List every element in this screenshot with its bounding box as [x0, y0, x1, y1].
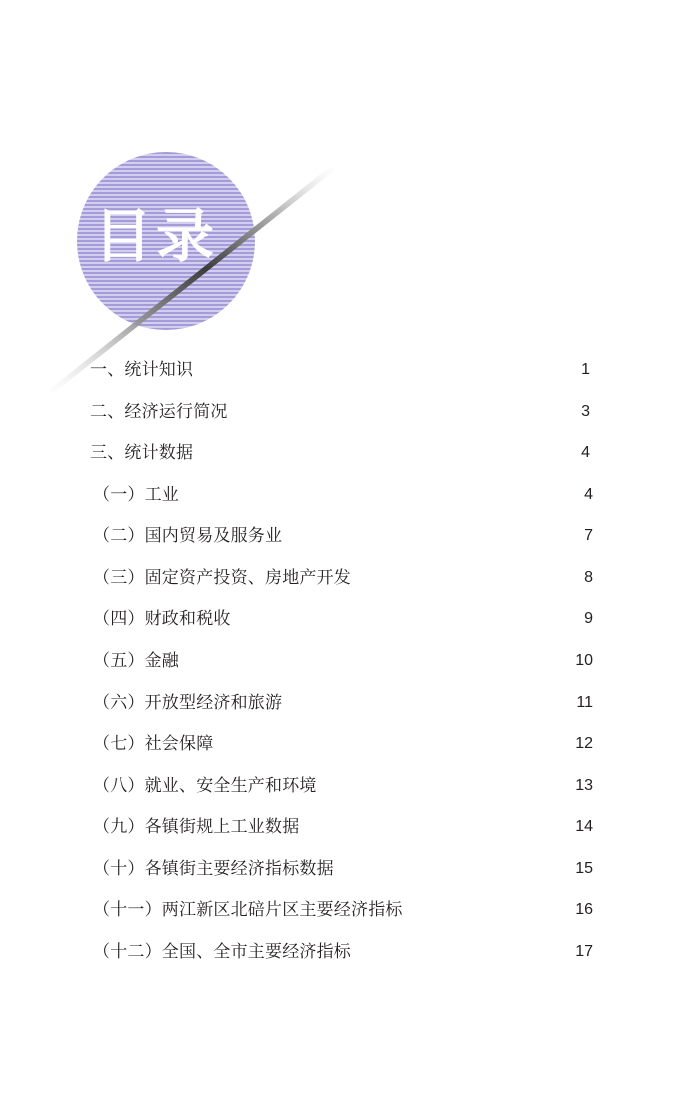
toc-leader-dots: [302, 814, 572, 840]
toc-entry[interactable]: [90, 440, 590, 466]
toc-entry-page: 10: [575, 652, 593, 669]
toc-entry[interactable]: [93, 565, 593, 591]
toc-entry-page: 15: [575, 860, 593, 877]
toc-entry-page: 1: [581, 361, 590, 378]
toc-leader-dots: [354, 565, 581, 591]
toc-leader-dots: [285, 523, 581, 549]
toc-entry[interactable]: [93, 648, 593, 674]
toc-entry[interactable]: [93, 773, 593, 799]
toc-entry-label: （二）国内贸易及服务业: [93, 526, 283, 546]
toc-entry-page: 4: [584, 486, 593, 503]
toc-leader-dots: [406, 897, 573, 923]
toc-leader-dots: [320, 773, 573, 799]
toc-entry[interactable]: [93, 523, 593, 549]
toc-entry-label: （四）财政和税收: [93, 609, 231, 629]
toc-entry-page: 16: [575, 901, 593, 918]
toc-entry[interactable]: [93, 482, 593, 508]
toc-entry[interactable]: [93, 606, 593, 632]
toc-entry-page: 11: [576, 694, 593, 711]
toc-entry[interactable]: [90, 399, 590, 425]
toc-leader-dots: [182, 648, 572, 674]
toc-leader-dots: [231, 399, 578, 425]
toc-entry[interactable]: [93, 731, 593, 757]
toc-leader-dots: [196, 357, 578, 383]
toc-entry-label: （十）各镇街主要经济指标数据: [93, 859, 334, 879]
toc-entry[interactable]: [90, 357, 590, 383]
toc-entry-label: （五）金融: [93, 651, 179, 671]
toc-entry-label: 一、统计知识: [90, 360, 194, 380]
toc-entry-page: 3: [581, 403, 590, 420]
toc-leader-dots: [337, 856, 572, 882]
toc-entry-label: （九）各镇街规上工业数据: [93, 817, 300, 837]
toc-entry-page: 17: [575, 943, 593, 960]
toc-entry-label: （十二）全国、全市主要经济指标: [93, 942, 351, 962]
toc-entry[interactable]: [93, 690, 593, 716]
toc-leader-dots: [216, 731, 572, 757]
toc-entry-label: （十一）两江新区北碚片区主要经济指标: [93, 900, 403, 920]
toc-entry-label: （七）社会保障: [93, 734, 214, 754]
toc-entry[interactable]: [93, 939, 593, 965]
toc-leader-dots: [354, 939, 572, 965]
toc-entry-label: （三）固定资产投资、房地产开发: [93, 568, 351, 588]
toc-entry-label: 二、经济运行简况: [90, 402, 228, 422]
toc-entry-label: （八）就业、安全生产和环境: [93, 776, 317, 796]
toc-entry-label: （六）开放型经济和旅游: [93, 693, 283, 713]
toc-entry-label: 三、统计数据: [90, 443, 194, 463]
toc-entry-page: 8: [584, 569, 593, 586]
toc-entry-page: 9: [584, 610, 593, 627]
toc-entry-page: 4: [581, 444, 590, 461]
toc-entry-page: 7: [584, 527, 593, 544]
toc-entry[interactable]: [93, 814, 593, 840]
toc-entry-page: 12: [575, 735, 593, 752]
toc-leader-dots: [196, 440, 578, 466]
toc-entry[interactable]: [93, 897, 593, 923]
toc-leader-dots: [182, 482, 581, 508]
page-title: 目录: [94, 202, 219, 270]
toc-entry-page: 13: [575, 777, 593, 794]
toc-entry[interactable]: [93, 856, 593, 882]
toc-entry-label: （一）工业: [93, 485, 179, 505]
toc-entry-page: 14: [575, 818, 593, 835]
toc-leader-dots: [285, 690, 573, 716]
toc-leader-dots: [234, 606, 581, 632]
